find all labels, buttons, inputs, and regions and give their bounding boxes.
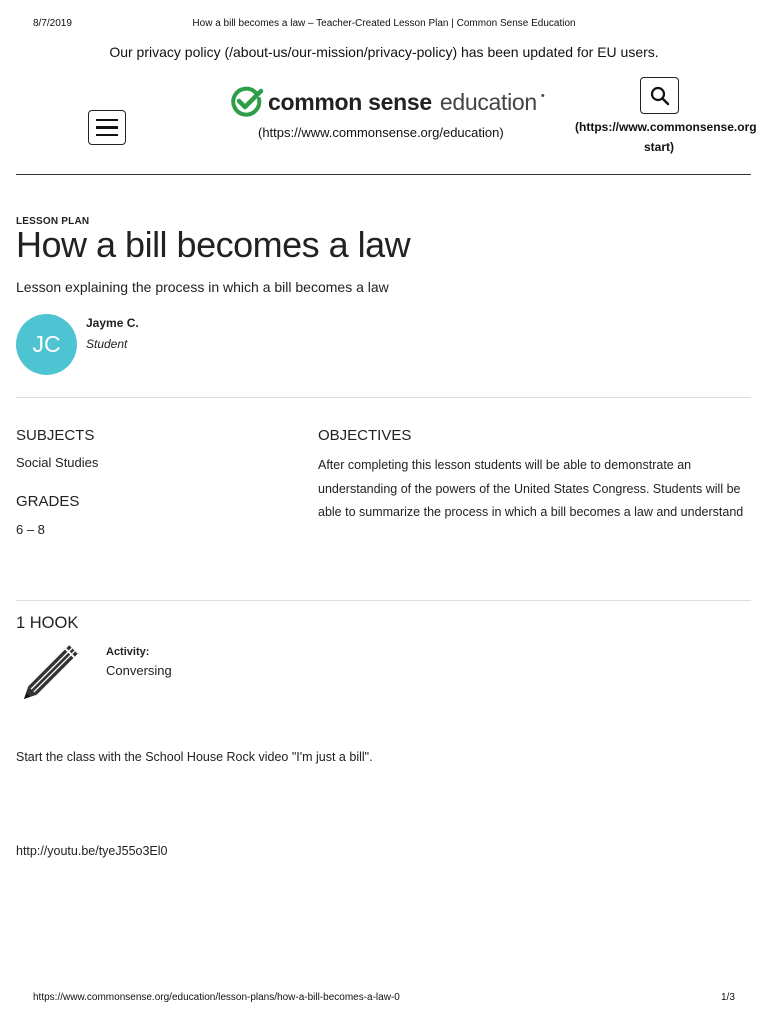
activity-value: Conversing — [106, 663, 172, 678]
menu-bar — [96, 126, 118, 129]
print-page-title: How a bill becomes a law – Teacher-Created Lesson Plan | Common Sense Education — [192, 18, 576, 29]
lesson-kicker: LESSON PLAN — [16, 216, 90, 227]
search-link-url[interactable] — [575, 117, 765, 157]
hamburger-menu-icon[interactable] — [88, 110, 126, 145]
logo-brand-light: education — [439, 88, 537, 115]
search-icon — [650, 86, 670, 106]
objectives-label: OBJECTIVES — [318, 427, 412, 444]
logo-brand-bold: common sense — [268, 88, 432, 115]
header-divider — [16, 174, 751, 175]
author-name[interactable]: Jayme C. — [86, 316, 139, 330]
hook-body-text: Start the class with the School House Rock video "I'm just a bill". — [16, 750, 373, 764]
video-link[interactable]: http://youtu.be/tyeJ55o3El0 — [16, 844, 168, 858]
activity-label: Activity: — [106, 646, 150, 658]
logo-trademark: • — [540, 90, 545, 102]
common-sense-education-logo[interactable] — [230, 86, 545, 118]
print-page-number: 1/3 — [721, 992, 735, 1003]
search-button[interactable] — [640, 77, 679, 114]
logo-link-url[interactable]: (https://www.commonsense.org/education) — [258, 125, 504, 140]
subjects-value: Social Studies — [16, 455, 99, 470]
print-footer-url: https://www.commonsense.org/education/lesson-plans/how-a-bill-becomes-a-law-0 — [33, 992, 400, 1003]
checkmark-logo-icon — [230, 86, 264, 118]
search-link-line1: (https://www.commonsense.org — [575, 120, 757, 134]
pencil-icon — [16, 643, 80, 707]
section-divider — [16, 397, 751, 398]
lesson-subtitle: Lesson explaining the process in which a bill becomes a law — [16, 279, 389, 295]
section-divider — [16, 600, 751, 601]
print-date: 8/7/2019 — [33, 18, 72, 29]
subjects-label: SUBJECTS — [16, 427, 95, 444]
avatar: JC — [16, 314, 77, 375]
privacy-notice[interactable]: Our privacy policy (/about-us/our-mission/privacy-policy) has been updated for EU users. — [109, 44, 659, 60]
menu-bar — [96, 119, 118, 122]
page-title: How a bill becomes a law — [16, 224, 411, 265]
objectives-text: After completing this lesson students will be able to demonstrate an understanding of the powers of the United States Congress. Students will be able to summarize the process in which a bill becomes a law and understand — [318, 458, 744, 519]
author-role: Student — [86, 337, 128, 351]
menu-bar — [96, 134, 118, 137]
grades-value: 6 – 8 — [16, 522, 45, 537]
hook-title: 1 HOOK — [16, 614, 79, 632]
grades-label: GRADES — [16, 493, 80, 510]
search-link-line2: start) — [643, 140, 674, 154]
